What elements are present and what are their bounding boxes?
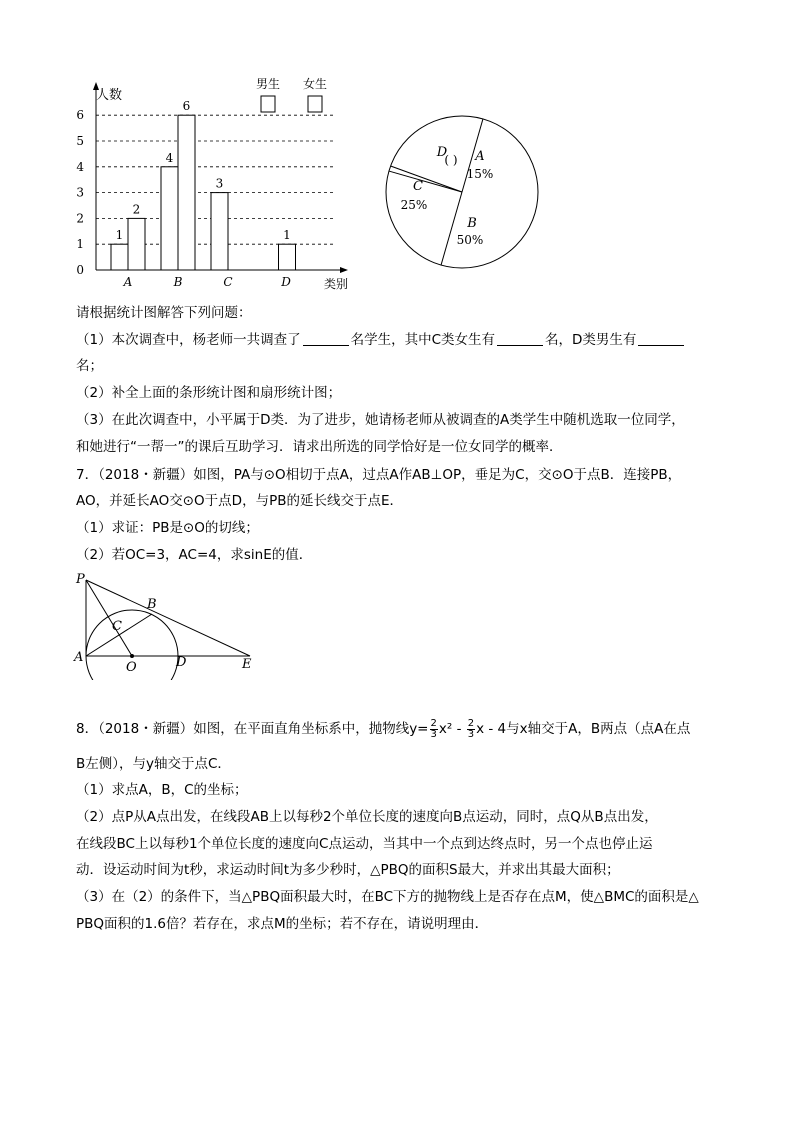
fraction-two-thirds-b [467, 719, 475, 740]
q8-stem-line2: B左侧），与y轴交于点C． [76, 756, 231, 772]
q8-stem-line1 [76, 717, 690, 741]
q7-stem-line1: 7．（2018・新疆）如图，PA与⊙O相切于点A，过点A作AB⊥OP，垂足为C，交⊙O于点B．连接PB， [76, 467, 682, 483]
fraction-denominator: 3 [430, 728, 437, 740]
fraction-numerator: 2 [467, 717, 475, 729]
geometry-figure [70, 570, 270, 680]
pie-slice-name: C [413, 179, 423, 194]
q8-part3-line1: （3）在（2）的条件下，当△PBQ面积最大时，在BC下方的抛物线上是否存在点M，使△BMC的面积是△ [76, 889, 699, 905]
q6-part1-text-a: （1）本次调查中，杨老师一共调查了 [76, 332, 301, 348]
x-axis-label: 类别 [324, 277, 349, 291]
y-tick-label: 2 [76, 211, 84, 226]
y-tick-label: 6 [76, 108, 84, 123]
x-tick-label: B [173, 275, 183, 289]
bar [279, 244, 296, 270]
label-b: B [147, 597, 157, 612]
pie-slice-boundary [389, 171, 462, 192]
answer-blank-c-girls[interactable] [497, 331, 543, 346]
x-axis-arrow [340, 267, 348, 273]
bar [161, 167, 178, 270]
q8-stem-text-a: 8．（2018・新疆）如图，在平面直角坐标系中，抛物线y= [76, 721, 429, 737]
bar-value-label: 3 [215, 176, 224, 191]
bar [178, 115, 195, 270]
pie-chart [375, 110, 555, 290]
bar [111, 244, 128, 270]
pie-slice-name: A [475, 149, 485, 164]
pie-slice-name: B [467, 216, 477, 231]
legend-label: 男生 [255, 77, 281, 91]
label-d: D [176, 655, 187, 670]
q6-part1 [76, 330, 686, 350]
bar [128, 218, 145, 270]
fraction-two-thirds-a [430, 719, 438, 740]
x-tick-label: C [223, 275, 233, 289]
label-a: A [74, 650, 84, 665]
bar-value-label: 6 [182, 99, 191, 114]
q6-part1-end: 名； [76, 358, 103, 374]
y-axis-label: 人数 [96, 88, 123, 103]
bar-value-label: 2 [132, 202, 141, 217]
pie-slice-boundary [391, 166, 462, 192]
bar [211, 193, 228, 270]
bar-value-label: 1 [115, 228, 124, 243]
bar-chart [60, 70, 360, 295]
pie-slice-boundary [441, 192, 462, 265]
q8-part2-line2: 在线段BC上以每秒1个单位长度的速度向C点运动，当其中一个点到达终点时，另一个点也停止运 [76, 836, 653, 852]
y-tick-label: 0 [76, 263, 84, 277]
q7-stem-line2: AO，并延长AO交⊙O于点D，与PB的延长线交于点E． [76, 493, 404, 509]
q7-part2: （2）若OC=3，AC=4，求sinE的值． [76, 547, 313, 563]
q6-prompt: 请根据统计图解答下列问题： [76, 305, 252, 321]
pie-slice-label: ( ) [444, 153, 458, 167]
q6-part1-text-b: 名学生，其中C类女生有 [350, 332, 496, 348]
fraction-denominator: 3 [467, 728, 475, 740]
q8-part1: （1）求点A，B，C的坐标； [76, 782, 248, 798]
fraction-numerator: 2 [430, 717, 437, 729]
q6-part2: （2）补全上面的条形统计图和扇形统计图； [76, 385, 342, 401]
y-tick-label: 4 [76, 159, 84, 174]
bar-value-label: 1 [283, 228, 291, 243]
legend-swatch [308, 96, 322, 112]
label-o: O [126, 660, 137, 675]
bar-value-label: 4 [165, 150, 174, 165]
q8-part2-line1: （2）点P从A点出发，在线段AB上以每秒2个单位长度的速度向B点运动，同时，点Q从B点出发， [76, 809, 658, 825]
pie-slice-label: 50% [456, 233, 484, 247]
pie-slice-name: D [436, 145, 448, 160]
y-tick-label: 5 [76, 134, 84, 148]
q8-stem-text-b: x² - [438, 721, 466, 737]
pie-slice-label: 25% [400, 198, 428, 212]
label-e: E [242, 657, 252, 672]
answer-blank-total[interactable] [303, 331, 349, 346]
point-o [130, 654, 134, 658]
q8-part3-line2: PBQ面积的1.6倍？若存在，求点M的坐标；若不存在，请说明理由． [76, 916, 489, 932]
x-tick-label: A [123, 275, 133, 289]
q6-part3-line1: （3）在此次调查中，小平属于D类．为了进步，她请杨老师从被调查的A类学生中随机选取一位同学， [76, 412, 685, 428]
label-p: P [76, 572, 85, 587]
legend-label: 女生 [302, 77, 328, 91]
x-tick-label: D [281, 275, 291, 289]
q8-stem-text-c: x - 4与x轴交于A，B两点（点A在点 [476, 721, 691, 737]
q7-part1: （1）求证：PB是⊙O的切线； [76, 520, 259, 536]
segment-po [86, 580, 132, 656]
q8-part2-line3: 动．设运动时间为t秒，求运动时间t为多少秒时，△PBQ的面积S最大，并求出其最大面积； [76, 862, 620, 878]
y-tick-label: 3 [76, 185, 84, 200]
segment-pe [86, 580, 250, 656]
answer-blank-d-boys[interactable] [638, 331, 684, 346]
pie-slice-label: 15% [466, 167, 494, 181]
y-tick-label: 1 [76, 237, 84, 252]
q6-part1-text-c: 名，D类男生有 [545, 332, 637, 348]
q6-part3-line2: 和她进行“一帮一”的课后互助学习．请求出所选的同学恰好是一位女同学的概率． [76, 439, 563, 455]
legend-swatch [261, 96, 275, 112]
label-c: C [112, 619, 122, 634]
